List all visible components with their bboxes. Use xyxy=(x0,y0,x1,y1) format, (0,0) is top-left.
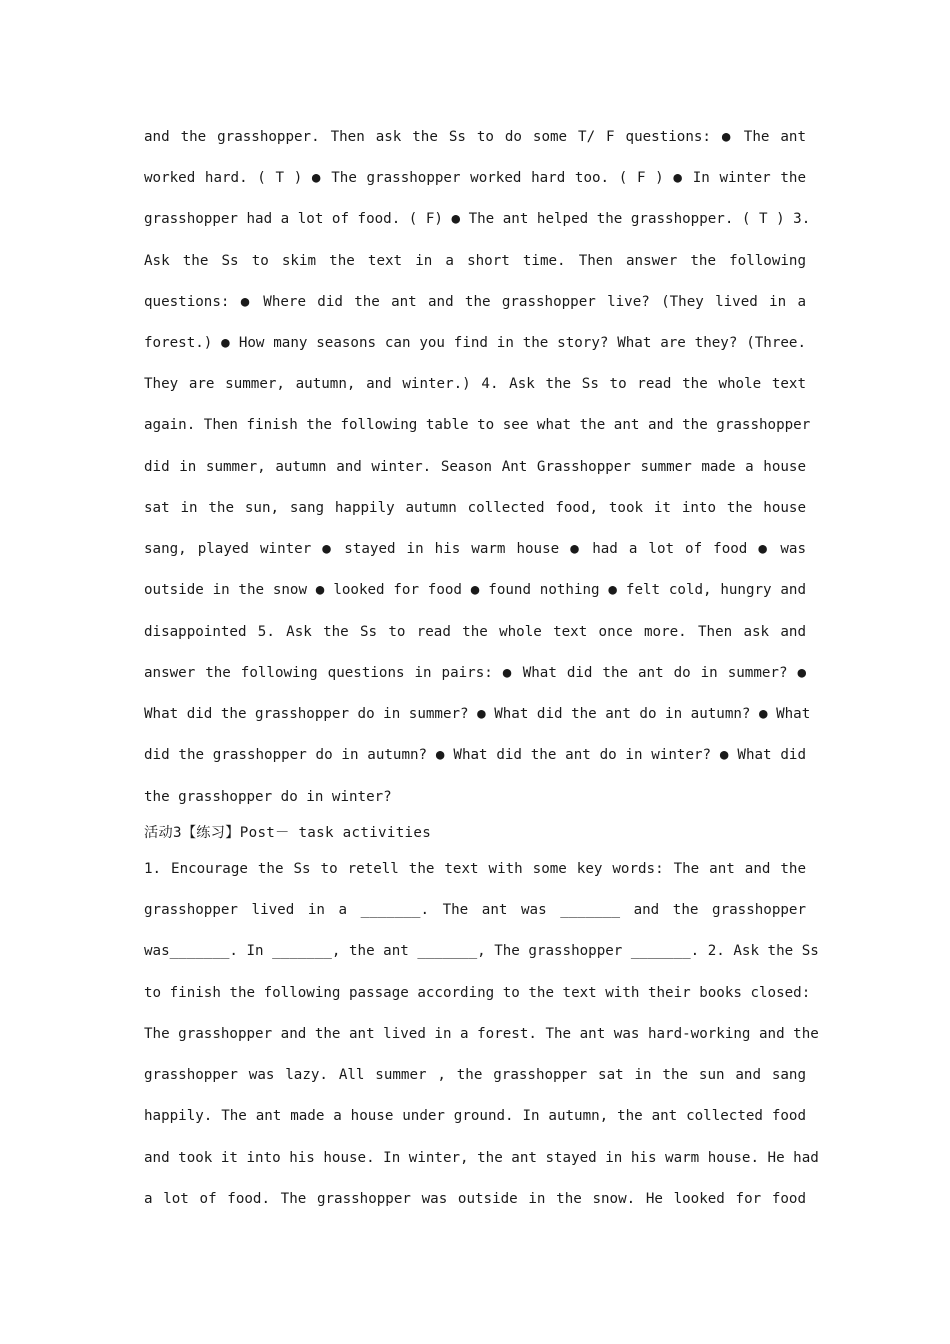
text-line: a lot of food. The grasshopper was outside in the snow. He looked for food xyxy=(144,1191,806,1207)
text-line: The grasshopper and the ant lived in a forest. The ant was hard-working and the xyxy=(144,1026,819,1042)
text-line: disappointed 5. Ask the Ss to read the whole text once more. Then ask and xyxy=(144,624,806,640)
text-line: sang, played winter ● stayed in his warm house ● had a lot of food ● was xyxy=(144,541,806,557)
text-line: sat in the sun, sang happily autumn collected food, took it into the house xyxy=(144,500,806,516)
text-line: and took it into his house. In winter, the ant stayed in his warm house. He had xyxy=(144,1150,819,1166)
text-line: and the grasshopper. Then ask the Ss to do some T/ F questions: ● The ant xyxy=(144,129,806,145)
text-line: again. Then finish the following table to see what the ant and the grasshopper xyxy=(144,417,811,433)
text-line: outside in the snow ● looked for food ● found nothing ● felt cold, hungry and xyxy=(144,582,806,598)
text-line: was_______. In _______, the ant _______, The grasshopper _______. 2. Ask the Ss xyxy=(144,943,819,959)
text-line: Ask the Ss to skim the text in a short time. Then answer the following xyxy=(144,253,806,269)
text-line: answer the following questions in pairs: ● What did the ant do in summer? ● xyxy=(144,665,806,681)
text-line: happily. The ant made a house under ground. In autumn, the ant collected food xyxy=(144,1108,806,1124)
text-line: worked hard. ( T ) ● The grasshopper worked hard too. ( F ) ● In winter the xyxy=(144,170,806,186)
text-line: to finish the following passage according to the text with their books closed: xyxy=(144,985,811,1001)
text-line: grasshopper was lazy. All summer , the grasshopper sat in the sun and sang xyxy=(144,1067,806,1083)
text-line: the grasshopper do in winter? xyxy=(144,789,392,805)
text-line: grasshopper lived in a _______. The ant was _______ and the grasshopper xyxy=(144,902,806,918)
text-line: did the grasshopper do in autumn? ● What did the ant do in winter? ● What did xyxy=(144,747,806,763)
text-line: forest.) ● How many seasons can you find in the story? What are they? (Three. xyxy=(144,335,806,351)
text-line: grasshopper had a lot of food. ( F) ● The ant helped the grasshopper. ( T ) 3. xyxy=(144,211,811,227)
text-line: They are summer, autumn, and winter.) 4. Ask the Ss to read the whole text xyxy=(144,376,806,392)
text-line: 1. Encourage the Ss to retell the text with some key words: The ant and the xyxy=(144,861,806,877)
text-line: questions: ● Where did the ant and the grasshopper live? (They lived in a xyxy=(144,294,806,310)
activity-heading: 活动3【练习】Post－ task activities xyxy=(144,825,432,841)
text-line: What did the grasshopper do in summer? ● What did the ant do in autumn? ● What xyxy=(144,706,811,722)
text-line: did in summer, autumn and winter. Season Ant Grasshopper summer made a house xyxy=(144,459,806,475)
